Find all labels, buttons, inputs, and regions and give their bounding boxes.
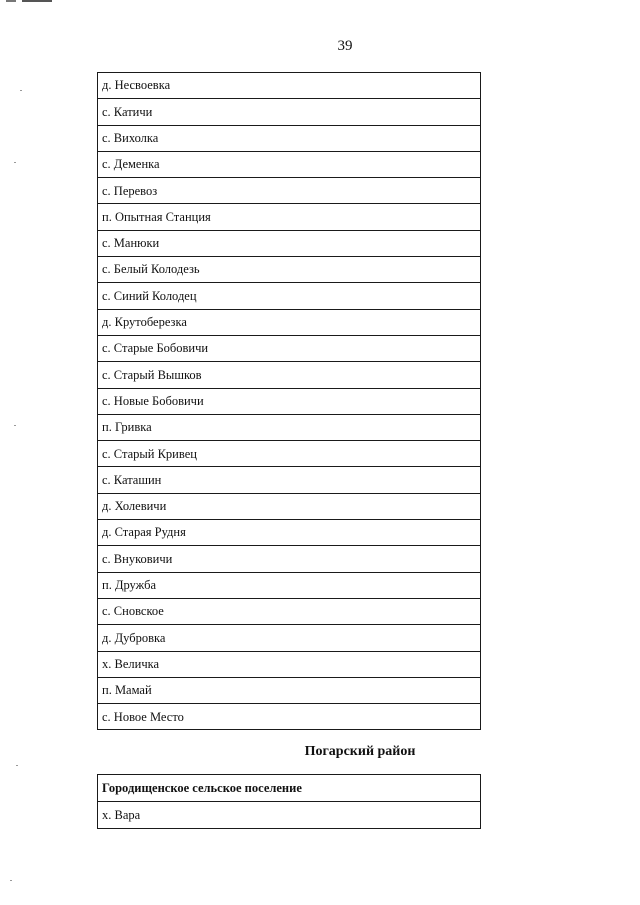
table-row bbox=[98, 309, 481, 335]
settlement-cell: с. Синий Колодец bbox=[98, 283, 481, 309]
district-table bbox=[97, 774, 481, 829]
table-row bbox=[98, 204, 481, 230]
district-title: Погарский район bbox=[304, 744, 416, 759]
table-row bbox=[98, 651, 481, 677]
table-row bbox=[98, 775, 481, 802]
settlement-cell: с. Новые Бобовичи bbox=[98, 388, 481, 414]
table-row bbox=[98, 572, 481, 598]
table-row bbox=[98, 493, 481, 519]
table-row bbox=[98, 467, 481, 493]
table-row bbox=[98, 335, 481, 361]
table-row bbox=[98, 99, 481, 125]
table-row bbox=[98, 546, 481, 572]
settlement-cell: п. Мамай bbox=[98, 677, 481, 703]
settlement-cell: с. Вихолка bbox=[98, 125, 481, 151]
table-row bbox=[98, 441, 481, 467]
table-row bbox=[98, 677, 481, 703]
table-row bbox=[98, 388, 481, 414]
settlement-cell: с. Новое Место bbox=[98, 704, 481, 730]
table-row bbox=[98, 625, 481, 651]
table-row bbox=[98, 598, 481, 624]
settlement-cell: д. Крутоберезка bbox=[98, 309, 481, 335]
scan-artifact bbox=[22, 0, 52, 2]
settlement-cell: с. Внуковичи bbox=[98, 546, 481, 572]
table-row bbox=[98, 802, 481, 829]
table-row bbox=[98, 283, 481, 309]
settlement-cell: с. Перевоз bbox=[98, 178, 481, 204]
scan-artifact bbox=[6, 0, 16, 2]
settlement-cell: п. Опытная Станция bbox=[98, 204, 481, 230]
table-row bbox=[98, 125, 481, 151]
settlement-cell: п. Гривка bbox=[98, 414, 481, 440]
settlement-cell: с. Каташин bbox=[98, 467, 481, 493]
scan-artifact bbox=[20, 90, 22, 91]
table-row bbox=[98, 178, 481, 204]
settlement-cell: п. Дружба bbox=[98, 572, 481, 598]
scan-artifact bbox=[16, 765, 18, 766]
settlements-table-body bbox=[98, 73, 481, 730]
settlement-cell: х. Вара bbox=[98, 802, 481, 829]
settlement-cell: с. Старый Вышков bbox=[98, 362, 481, 388]
settlement-cell: с. Деменка bbox=[98, 151, 481, 177]
settlement-cell: д. Старая Рудня bbox=[98, 520, 481, 546]
district-table-body bbox=[98, 775, 481, 829]
scan-artifact bbox=[14, 425, 16, 426]
settlement-cell: с. Белый Колодезь bbox=[98, 257, 481, 283]
settlement-cell: д. Дубровка bbox=[98, 625, 481, 651]
settlements-table bbox=[97, 72, 481, 730]
settlement-cell: с. Старые Бобовичи bbox=[98, 335, 481, 361]
table-row bbox=[98, 73, 481, 99]
settlement-cell: с. Манюки bbox=[98, 230, 481, 256]
settlement-cell: д. Холевичи bbox=[98, 493, 481, 519]
table-row bbox=[98, 414, 481, 440]
scan-artifact bbox=[14, 162, 16, 163]
table-row bbox=[98, 151, 481, 177]
table-row bbox=[98, 704, 481, 730]
page-number: 39 bbox=[337, 38, 353, 54]
table-row bbox=[98, 362, 481, 388]
scan-artifact bbox=[10, 880, 12, 881]
settlement-cell: с. Старый Кривец bbox=[98, 441, 481, 467]
settlement-cell: х. Величка bbox=[98, 651, 481, 677]
table-row bbox=[98, 520, 481, 546]
settlement-cell: с. Сновское bbox=[98, 598, 481, 624]
table-row bbox=[98, 230, 481, 256]
table-row bbox=[98, 257, 481, 283]
settlement-cell: д. Несвоевка bbox=[98, 73, 481, 99]
settlement-name: Городищенское сельское поселение bbox=[98, 775, 481, 802]
settlement-cell: с. Катичи bbox=[98, 99, 481, 125]
